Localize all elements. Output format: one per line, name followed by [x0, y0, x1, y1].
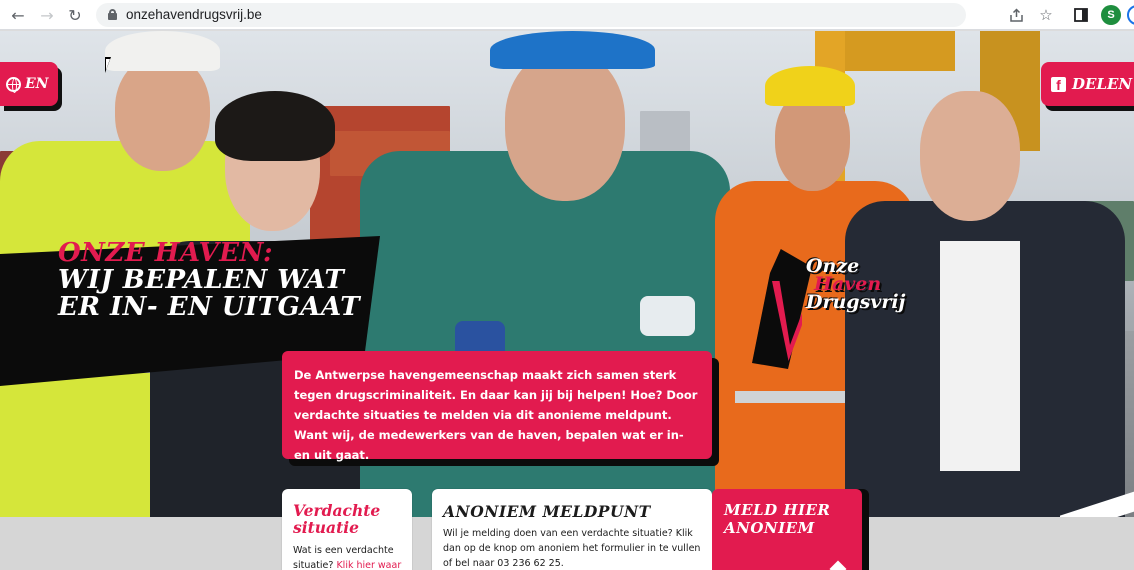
- card-title: ANONIEM MELDPUNT: [443, 502, 651, 521]
- url-text[interactable]: onzehavendrugsvrij.be: [126, 7, 262, 22]
- language-label: EN: [25, 76, 49, 92]
- anonymous-hotline-card: [432, 489, 712, 570]
- side-panel-icon[interactable]: [1071, 5, 1091, 25]
- back-arrow-icon[interactable]: ←: [11, 5, 25, 25]
- share-label: DELEN: [1072, 75, 1133, 93]
- report-title-line-1: MELD HIER: [724, 501, 831, 519]
- profile-avatar[interactable]: S: [1101, 5, 1121, 25]
- report-title-line-2: ANONIEM: [724, 519, 815, 537]
- card-question: Wat is een verdachte situatie?: [293, 545, 394, 570]
- bookmark-star-icon[interactable]: ☆: [1039, 6, 1053, 24]
- crane-structure: [845, 31, 955, 71]
- forward-arrow-icon[interactable]: →: [40, 5, 54, 25]
- report-anonymous-button[interactable]: [712, 489, 862, 570]
- card-text: Wil je melding doen van een verdachte situatie? Klik dan op de knop om anoniem het formulier in te vullen of bel naar 03 236 62 25.: [443, 528, 701, 569]
- card-text: [293, 543, 408, 570]
- card-title-line-2: situatie: [293, 518, 359, 537]
- hero-banner: [0, 31, 1134, 520]
- share-facebook-button[interactable]: [1041, 62, 1134, 106]
- browser-toolbar: [0, 0, 1134, 30]
- facebook-icon: f: [1051, 77, 1066, 92]
- card-link[interactable]: Klik hier waar: [336, 560, 402, 570]
- arrow-icon: [830, 561, 847, 570]
- extension-icon[interactable]: [1127, 5, 1134, 25]
- suspicious-situation-card[interactable]: [282, 489, 412, 570]
- page-headline: [58, 240, 360, 321]
- mouse-cursor-icon: [105, 57, 117, 73]
- brand-logo: [806, 257, 905, 311]
- logo-line-1: Onze: [806, 255, 860, 277]
- reload-icon[interactable]: ↻: [68, 5, 82, 25]
- card-title-line-1: Verdachte: [293, 501, 381, 520]
- logo-line-2: Haven: [814, 273, 882, 295]
- report-title: [724, 501, 830, 537]
- headline-line-2: WIJ BEPALEN WAT: [58, 265, 345, 295]
- headline-line-3: ER IN- EN UITGAAT: [58, 292, 361, 322]
- language-button[interactable]: [0, 62, 58, 106]
- logo-line-3: Drugsvrij: [806, 291, 906, 313]
- share-icon[interactable]: [1006, 5, 1026, 25]
- headline-line-1: ONZE HAVEN:: [58, 238, 274, 268]
- card-title: [293, 502, 380, 536]
- intro-text: De Antwerpse havengemeenschap maakt zich samen sterk tegen drugscriminaliteit. En daar kan jij bij helpen! Hoe? Door verdachte situaties te melden via dit anonieme meldpunt. Want wij, de medewerkers van de haven, bepalen wat er in- en uit gaat.: [282, 351, 712, 459]
- globe-icon: [6, 77, 21, 92]
- lock-icon[interactable]: [108, 9, 117, 20]
